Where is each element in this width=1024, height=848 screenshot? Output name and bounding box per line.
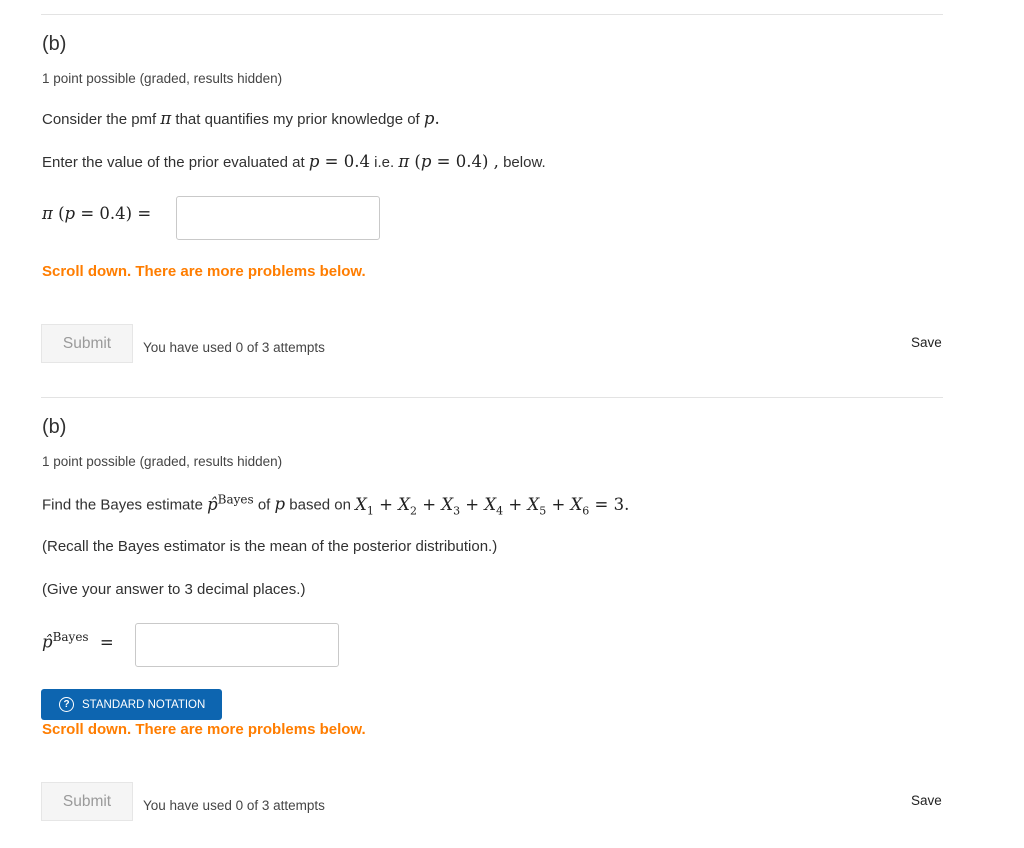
x-symbol: X: [527, 494, 540, 514]
x-symbol: X: [398, 494, 410, 514]
prompt-text: i.e.: [369, 154, 399, 171]
math-sum: $X_1 + X_2 + X_3 + X_4 + X_5 + X_6 = 3$.: [355, 494, 630, 517]
decimal-note: (Give your answer to 3 decimal places.): [42, 581, 306, 598]
math-pi: [160, 109, 171, 128]
top-divider: [41, 14, 943, 15]
prompt-pmf: [42, 109, 440, 128]
save-button[interactable]: Save: [911, 335, 942, 350]
answer-label: [42, 204, 151, 223]
attempts-text: You have used 0 of 3 attempts: [143, 798, 325, 813]
paren: (: [409, 152, 421, 171]
scroll-warning: Scroll down. There are more problems below.: [42, 263, 366, 280]
eq-value: = 0.4: [319, 152, 370, 171]
prompt-text: Consider the pmf: [42, 111, 161, 128]
p-symbol: p: [64, 204, 76, 223]
prompt-text: based on: [285, 496, 356, 514]
question-icon: ?: [59, 697, 74, 712]
problem-label: (b): [42, 416, 67, 438]
problem-label: (b): [42, 33, 67, 55]
subscript: 5: [539, 503, 547, 517]
math-p-eq: [309, 152, 370, 171]
answer-input[interactable]: [176, 196, 380, 240]
subscript: 6: [582, 503, 590, 517]
x-symbol: X: [441, 494, 454, 514]
prompt-text: below.: [498, 154, 546, 171]
equals-sign: =: [99, 632, 114, 652]
submit-button[interactable]: Submit: [41, 324, 133, 363]
prompt-text: Enter the value of the prior evaluated at: [42, 154, 309, 171]
period: .: [434, 109, 440, 128]
p-symbol: p: [274, 494, 286, 514]
prompt-text: that quantifies my prior knowledge of: [171, 111, 424, 128]
phat-symbol: p̂: [42, 632, 53, 652]
save-button[interactable]: Save: [911, 793, 942, 808]
pi-symbol: π: [160, 109, 172, 128]
expr-end: = 0.4) ,: [431, 152, 499, 171]
math-p: [424, 109, 440, 128]
points-possible: 1 point possible (graded, results hidden): [42, 71, 283, 86]
subscript: 1: [366, 503, 374, 517]
scroll-warning: Scroll down. There are more problems below.: [42, 721, 366, 738]
sum-result: = 3.: [589, 494, 630, 514]
x-symbol: X: [570, 494, 583, 514]
pi-symbol: π: [42, 204, 53, 223]
subscript: 4: [496, 503, 504, 517]
attempts-text: You have used 0 of 3 attempts: [143, 340, 325, 355]
p-symbol: p: [423, 109, 435, 128]
notation-label: STANDARD NOTATION: [82, 698, 206, 711]
pi-symbol: π: [398, 152, 410, 171]
phat-symbol: p̂: [207, 494, 218, 514]
math-phat: [207, 492, 254, 514]
subscript: 2: [409, 503, 417, 517]
p-symbol: p: [308, 152, 320, 171]
bayes-superscript: Bayes: [52, 630, 89, 644]
x-symbol: X: [355, 494, 367, 514]
standard-notation-button[interactable]: [41, 689, 222, 720]
math-pi-expr: [398, 152, 499, 171]
math-p: [275, 495, 286, 514]
prompt-text: Find the Bayes estimate: [42, 496, 208, 514]
bayes-superscript: Bayes: [217, 492, 254, 506]
answer-input[interactable]: [135, 623, 339, 667]
prompt-text: of: [253, 496, 275, 514]
points-possible: 1 point possible (graded, results hidden): [42, 454, 283, 469]
recall-note: (Recall the Bayes estimator is the mean of the posterior distribution.): [42, 538, 498, 555]
x-symbol: X: [484, 494, 497, 514]
p-symbol: p: [420, 152, 432, 171]
answer-rest: = 0.4) =: [75, 204, 152, 223]
answer-label: [42, 630, 114, 652]
submit-button[interactable]: Submit: [41, 782, 133, 821]
paren: (: [52, 204, 65, 223]
section-divider: [41, 397, 943, 398]
subscript: 3: [453, 503, 461, 517]
prompt-bayes-estimate: [42, 492, 629, 517]
prompt-enter-value: [42, 152, 546, 171]
